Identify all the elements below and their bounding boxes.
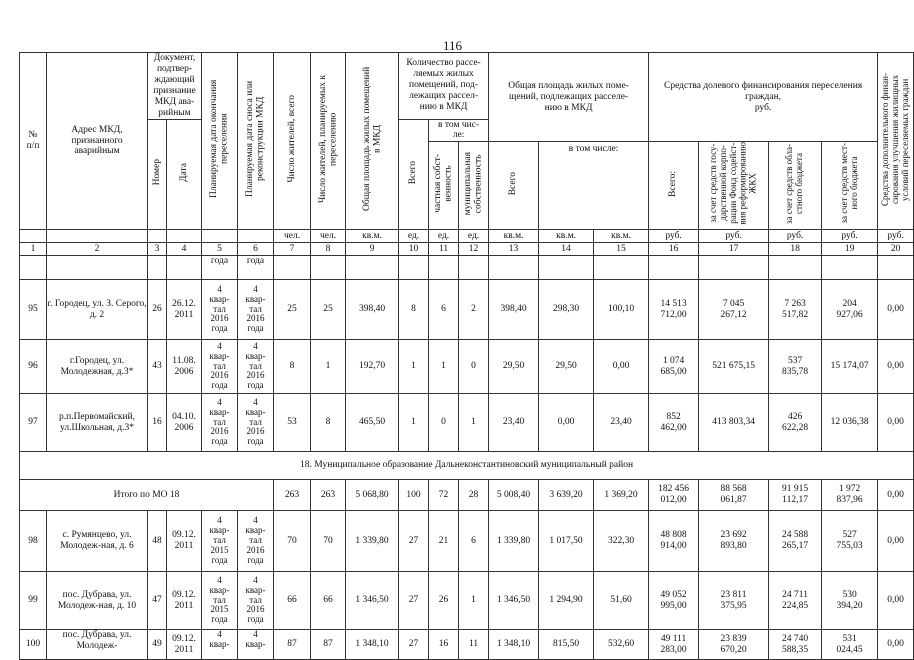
table-cell: 98 bbox=[20, 511, 47, 572]
table-row bbox=[20, 340, 914, 394]
table-cell bbox=[699, 256, 769, 280]
table-cell: 1 294,90 bbox=[539, 572, 594, 630]
table-cell: 23 692 893,80 bbox=[699, 511, 769, 572]
header-private-text: частная собст- венность bbox=[433, 154, 454, 214]
table-cell: 1 339,80 bbox=[346, 511, 399, 572]
table-cell: 398,40 bbox=[346, 280, 399, 340]
table-cell: 1 346,50 bbox=[346, 572, 399, 630]
table-cell bbox=[47, 256, 148, 280]
header-funds-total-text: Всего: bbox=[668, 170, 679, 197]
table-cell: 11 bbox=[459, 630, 489, 660]
table-cell: 27 bbox=[399, 630, 429, 660]
column-number: 8 bbox=[311, 243, 346, 256]
table-cell: 53 bbox=[274, 394, 311, 452]
resettlement-table bbox=[19, 52, 914, 660]
column-number: 14 bbox=[539, 243, 594, 256]
header-funds-total bbox=[649, 142, 699, 230]
header-municipal-text: муниципальная собственность bbox=[463, 152, 484, 216]
header-total-area bbox=[346, 53, 399, 230]
table-cell: 4 квар- тал 2016 года bbox=[202, 394, 238, 452]
table-cell: 7 045 267,12 bbox=[699, 280, 769, 340]
column-number: 20 bbox=[878, 243, 914, 256]
table-cell bbox=[822, 256, 878, 280]
table-cell: 97 bbox=[20, 394, 47, 452]
header-planned-demolition-text: Планируемая дата сноса или реконструкции МКД bbox=[245, 80, 266, 198]
table-cell: 0,00 bbox=[594, 340, 649, 394]
unit-cell bbox=[238, 230, 274, 243]
table-cell: 4 квар- bbox=[202, 630, 238, 660]
table-cell: 100 bbox=[20, 630, 47, 660]
table-row bbox=[20, 630, 914, 660]
table-cell bbox=[20, 256, 47, 280]
table-cell bbox=[539, 256, 594, 280]
unit-cell bbox=[20, 230, 47, 243]
table-cell: 413 803,34 bbox=[699, 394, 769, 452]
header-funds-fund bbox=[699, 142, 769, 230]
header-row-1 bbox=[20, 53, 914, 120]
table-cell: 1 bbox=[459, 572, 489, 630]
unit-cell: руб. bbox=[699, 230, 769, 243]
table-cell bbox=[148, 256, 167, 280]
unit-cell bbox=[167, 230, 202, 243]
header-rooms-total-text: Всего bbox=[408, 160, 419, 184]
table-cell: 5 008,40 bbox=[489, 480, 539, 511]
header-planned-demolition bbox=[238, 53, 274, 230]
table-cell: 527 755,03 bbox=[822, 511, 878, 572]
header-rooms-count: Количество рассе- ляемых жилых помещений, под- лежащих рассел- нию в МКД bbox=[399, 53, 489, 120]
header-num: № п/п bbox=[20, 53, 47, 230]
unit-cell bbox=[47, 230, 148, 243]
table-cell: 21 bbox=[429, 511, 459, 572]
table-cell: 0,00 bbox=[878, 630, 914, 660]
table-cell: 48 808 914,00 bbox=[649, 511, 699, 572]
table-cell: года bbox=[238, 256, 274, 280]
totals-label: Итого по МО 18 bbox=[20, 480, 274, 511]
table-cell: 263 bbox=[311, 480, 346, 511]
table-cell: 04.10. 2006 bbox=[167, 394, 202, 452]
table-cell: 852 462,00 bbox=[649, 394, 699, 452]
header-total-area-text: Общая площадь жилых помещений в МКД bbox=[361, 66, 383, 212]
section-title: 18. Муниципальное образование Дальнеконстантиновский муниципальный район bbox=[20, 452, 914, 480]
header-residents-total bbox=[274, 53, 311, 230]
column-number: 2 bbox=[47, 243, 148, 256]
header-planned-end bbox=[202, 53, 238, 230]
column-number: 16 bbox=[649, 243, 699, 256]
table-cell: 298,30 bbox=[539, 280, 594, 340]
table-cell: пос. Дубрава, ул. Молодеж-ная, д. 10 bbox=[47, 572, 148, 630]
header-rooms-total bbox=[399, 119, 429, 230]
table-cell: 8 bbox=[311, 394, 346, 452]
table-cell: 532,60 bbox=[594, 630, 649, 660]
table-cell: 09.12. 2011 bbox=[167, 511, 202, 572]
table-cell bbox=[167, 256, 202, 280]
column-number: 6 bbox=[238, 243, 274, 256]
table-cell: 25 bbox=[274, 280, 311, 340]
table-cell: 521 675,15 bbox=[699, 340, 769, 394]
header-rooms-incl: в том чис- ле: bbox=[429, 119, 489, 142]
table-cell: 4 квар- тал 2016 года bbox=[238, 280, 274, 340]
column-number: 12 bbox=[459, 243, 489, 256]
table-cell: 1 bbox=[459, 394, 489, 452]
table-cell: 6 bbox=[459, 511, 489, 572]
table-cell: 4 квар- тал 2016 года bbox=[238, 340, 274, 394]
header-residents-total-text: Число жителей, всего bbox=[286, 95, 297, 183]
table-cell: 4 квар- тал 2015 года bbox=[202, 511, 238, 572]
header-additional-text: Средства дополнительного финан- сирования улучшения жилищных условий переселяемых граждан bbox=[879, 72, 910, 206]
page-number: 116 bbox=[442, 38, 463, 53]
table-cell: 23,40 bbox=[594, 394, 649, 452]
table-cell: 16 bbox=[148, 394, 167, 452]
header-municipal bbox=[459, 142, 489, 230]
table-cell: 48 bbox=[148, 511, 167, 572]
table-cell: 47 bbox=[148, 572, 167, 630]
table-cell: 26.12. 2011 bbox=[167, 280, 202, 340]
unit-cell: руб. bbox=[822, 230, 878, 243]
table-cell: 23,40 bbox=[489, 394, 539, 452]
column-number: 10 bbox=[399, 243, 429, 256]
table-cell: 27 bbox=[399, 572, 429, 630]
table-cell: 7 263 517,82 bbox=[769, 280, 822, 340]
table-cell: 1 bbox=[399, 340, 429, 394]
table-cell: 1 346,50 bbox=[489, 572, 539, 630]
header-planned-end-text: Планируемая дата окончания переселения bbox=[209, 79, 230, 199]
table-cell: 0,00 bbox=[878, 480, 914, 511]
table-cell: 530 394,20 bbox=[822, 572, 878, 630]
table-cell: 29,50 bbox=[489, 340, 539, 394]
table-cell: 537 835,78 bbox=[769, 340, 822, 394]
column-number: 9 bbox=[346, 243, 399, 256]
table-cell: г. Городец, ул. З. Серого, д. 2 bbox=[47, 280, 148, 340]
unit-cell: кв.м. bbox=[346, 230, 399, 243]
table-cell: 4 квар- тал 2016 года bbox=[202, 340, 238, 394]
table-row bbox=[20, 280, 914, 340]
unit-cell: кв.м. bbox=[489, 230, 539, 243]
table-cell: 11.08. 2006 bbox=[167, 340, 202, 394]
table-cell: 3 639,20 bbox=[539, 480, 594, 511]
header-area-group: Общая площадь жилых поме- щений, подлежащих расселе- нию в МКД bbox=[489, 53, 649, 142]
table-cell bbox=[399, 256, 429, 280]
table-cell: 6 bbox=[429, 280, 459, 340]
header-funds-region bbox=[769, 142, 822, 230]
table-cell: 26 bbox=[148, 280, 167, 340]
column-number: 19 bbox=[822, 243, 878, 256]
table-cell: 14 513 712,00 bbox=[649, 280, 699, 340]
header-doc-number-text: Номер bbox=[151, 159, 162, 186]
table-cell: 23 811 375,95 bbox=[699, 572, 769, 630]
header-funds-local-text: за счет средств мест- ного бюджета bbox=[838, 143, 859, 225]
table-cell: 192,70 bbox=[346, 340, 399, 394]
table-cell: 43 bbox=[148, 340, 167, 394]
table-cell: 2 bbox=[459, 280, 489, 340]
table-cell: 0,00 bbox=[878, 572, 914, 630]
table-cell: 09.12. 2011 bbox=[167, 630, 202, 660]
table-cell: 1 bbox=[311, 340, 346, 394]
table-cell: 0,00 bbox=[878, 511, 914, 572]
table-cell: года bbox=[202, 256, 238, 280]
header-funds-local bbox=[822, 142, 878, 230]
table-cell: 815,50 bbox=[539, 630, 594, 660]
table-cell: 1 369,20 bbox=[594, 480, 649, 511]
header-doc-date-text: Дата bbox=[178, 162, 189, 182]
table-cell: 4 квар- тал 2016 года bbox=[238, 511, 274, 572]
table-cell: 5 068,80 bbox=[346, 480, 399, 511]
header-area-incl: в том числе: bbox=[539, 142, 649, 230]
table-cell: пос. Дубрава, ул. Молодеж- bbox=[47, 630, 148, 660]
table-cell: 263 bbox=[274, 480, 311, 511]
table-cell: 15 174,07 bbox=[822, 340, 878, 394]
table-cell: с. Румянцево, ул. Молодеж-ная, д. 6 bbox=[47, 511, 148, 572]
table-cell: 09.12. 2011 bbox=[167, 572, 202, 630]
table-cell: 1 bbox=[399, 394, 429, 452]
unit-cell: руб. bbox=[649, 230, 699, 243]
table-cell: 4 квар- bbox=[238, 630, 274, 660]
table-cell: 0,00 bbox=[539, 394, 594, 452]
column-number: 7 bbox=[274, 243, 311, 256]
table-cell: 99 bbox=[20, 572, 47, 630]
section-row bbox=[20, 452, 914, 480]
table-cell: р.п.Первомайский, ул.Школьная, д.3* bbox=[47, 394, 148, 452]
header-document: Документ, подтвер- ждающий признание МКД ава- рийным bbox=[148, 53, 202, 120]
unit-cell: ед. bbox=[459, 230, 489, 243]
column-number: 18 bbox=[769, 243, 822, 256]
table-row bbox=[20, 511, 914, 572]
unit-cell: руб. bbox=[878, 230, 914, 243]
table-cell: 1 017,50 bbox=[539, 511, 594, 572]
table-cell: 4 квар- тал 2015 года bbox=[202, 572, 238, 630]
table-cell: г.Городец, ул. Молодежная, д.3* bbox=[47, 340, 148, 394]
table-cell: 1 972 837,96 bbox=[822, 480, 878, 511]
table-cell bbox=[769, 256, 822, 280]
table-cell: 531 024,45 bbox=[822, 630, 878, 660]
table-cell bbox=[311, 256, 346, 280]
unit-cell: руб. bbox=[769, 230, 822, 243]
header-funds-fund-text: за счет средств госу- дарственной корпо- рации Фонд содейст- вия реформированию ЖКХ bbox=[707, 142, 758, 226]
table-cell: 91 915 112,17 bbox=[769, 480, 822, 511]
table-cell: 66 bbox=[311, 572, 346, 630]
header-address: Адрес МКД, признанного аварийным bbox=[47, 53, 148, 230]
table-cell: 100 bbox=[399, 480, 429, 511]
table-cell: 398,40 bbox=[489, 280, 539, 340]
column-number-row bbox=[20, 243, 914, 256]
table-cell: 0 bbox=[459, 340, 489, 394]
table-cell: 0,00 bbox=[878, 394, 914, 452]
unit-cell bbox=[202, 230, 238, 243]
table-cell: 426 622,28 bbox=[769, 394, 822, 452]
column-number: 1 bbox=[20, 243, 47, 256]
table-cell: 26 bbox=[429, 572, 459, 630]
table-cell bbox=[274, 256, 311, 280]
table-cell: 95 bbox=[20, 280, 47, 340]
column-number: 17 bbox=[699, 243, 769, 256]
table-cell bbox=[459, 256, 489, 280]
unit-cell: кв.м. bbox=[594, 230, 649, 243]
header-doc-number bbox=[148, 119, 167, 230]
table-cell: 49 bbox=[148, 630, 167, 660]
table-cell: 23 839 670,20 bbox=[699, 630, 769, 660]
table-cell: 88 568 061,87 bbox=[699, 480, 769, 511]
column-number: 13 bbox=[489, 243, 539, 256]
table-cell bbox=[346, 256, 399, 280]
table-cell: 28 bbox=[459, 480, 489, 511]
header-funds-region-text: за счет средств обла- стного бюджета bbox=[784, 143, 805, 224]
table-row bbox=[20, 572, 914, 630]
table-cell: 70 bbox=[311, 511, 346, 572]
table-cell: 51,60 bbox=[594, 572, 649, 630]
table-cell: 4 квар- тал 2016 года bbox=[238, 394, 274, 452]
table-cell: 12 036,38 bbox=[822, 394, 878, 452]
table-cell: 0,00 bbox=[878, 340, 914, 394]
table-cell: 87 bbox=[311, 630, 346, 660]
unit-cell: ед. bbox=[399, 230, 429, 243]
header-private bbox=[429, 142, 459, 230]
table-cell: 72 bbox=[429, 480, 459, 511]
header-doc-date bbox=[167, 119, 202, 230]
table-cell: 0,00 bbox=[878, 280, 914, 340]
unit-cell bbox=[148, 230, 167, 243]
table-cell: 1 339,80 bbox=[489, 511, 539, 572]
table-cell: 322,30 bbox=[594, 511, 649, 572]
table-cell: 66 bbox=[274, 572, 311, 630]
table-cell: 16 bbox=[429, 630, 459, 660]
table-cell: 24 588 265,17 bbox=[769, 511, 822, 572]
unit-cell: чел. bbox=[311, 230, 346, 243]
unit-cell: ед. bbox=[429, 230, 459, 243]
column-number: 15 bbox=[594, 243, 649, 256]
header-funds-group: Средства долевого финансирования переселения граждан, руб. bbox=[649, 53, 878, 142]
table-cell: 49 111 283,00 bbox=[649, 630, 699, 660]
table-cell: 100,10 bbox=[594, 280, 649, 340]
table-cell bbox=[878, 256, 914, 280]
header-area-total bbox=[489, 142, 539, 230]
totals-row bbox=[20, 480, 914, 511]
table-cell: 1 bbox=[429, 340, 459, 394]
table-cell: 4 квар- тал 2016 года bbox=[202, 280, 238, 340]
table-cell: 182 456 012,00 bbox=[649, 480, 699, 511]
table-cell: 8 bbox=[274, 340, 311, 394]
table-cell: 24 740 588,35 bbox=[769, 630, 822, 660]
table-cell: 8 bbox=[399, 280, 429, 340]
table-cell: 4 квар- тал 2016 года bbox=[238, 572, 274, 630]
table-cell: 0 bbox=[429, 394, 459, 452]
header-residents-planned-text: Число жителей, планируемых к переселению bbox=[317, 75, 339, 204]
table-cell: 1 348,10 bbox=[489, 630, 539, 660]
table-cell: 25 bbox=[311, 280, 346, 340]
table-body bbox=[20, 53, 914, 660]
table-cell bbox=[594, 256, 649, 280]
column-number: 4 bbox=[167, 243, 202, 256]
column-number: 3 bbox=[148, 243, 167, 256]
unit-cell: чел. bbox=[274, 230, 311, 243]
column-number: 5 bbox=[202, 243, 238, 256]
table-cell: 27 bbox=[399, 511, 429, 572]
table-cell bbox=[649, 256, 699, 280]
header-residents-planned bbox=[311, 53, 346, 230]
table-cell: 465,50 bbox=[346, 394, 399, 452]
table-cell: 49 052 995,00 bbox=[649, 572, 699, 630]
unit-cell: кв.м. bbox=[539, 230, 594, 243]
table-cell: 70 bbox=[274, 511, 311, 572]
units-row bbox=[20, 230, 914, 243]
table-cell: 1 074 685,00 bbox=[649, 340, 699, 394]
table-cell: 96 bbox=[20, 340, 47, 394]
table-cell: 204 927,06 bbox=[822, 280, 878, 340]
table-row bbox=[20, 394, 914, 452]
continuation-row bbox=[20, 256, 914, 280]
table-cell: 29,50 bbox=[539, 340, 594, 394]
table-cell bbox=[489, 256, 539, 280]
table-cell bbox=[429, 256, 459, 280]
column-number: 11 bbox=[429, 243, 459, 256]
header-additional bbox=[878, 53, 914, 230]
table-cell: 1 348,10 bbox=[346, 630, 399, 660]
table-cell: 24 711 224,85 bbox=[769, 572, 822, 630]
header-area-total-text: Всего bbox=[508, 172, 519, 196]
table-cell: 87 bbox=[274, 630, 311, 660]
